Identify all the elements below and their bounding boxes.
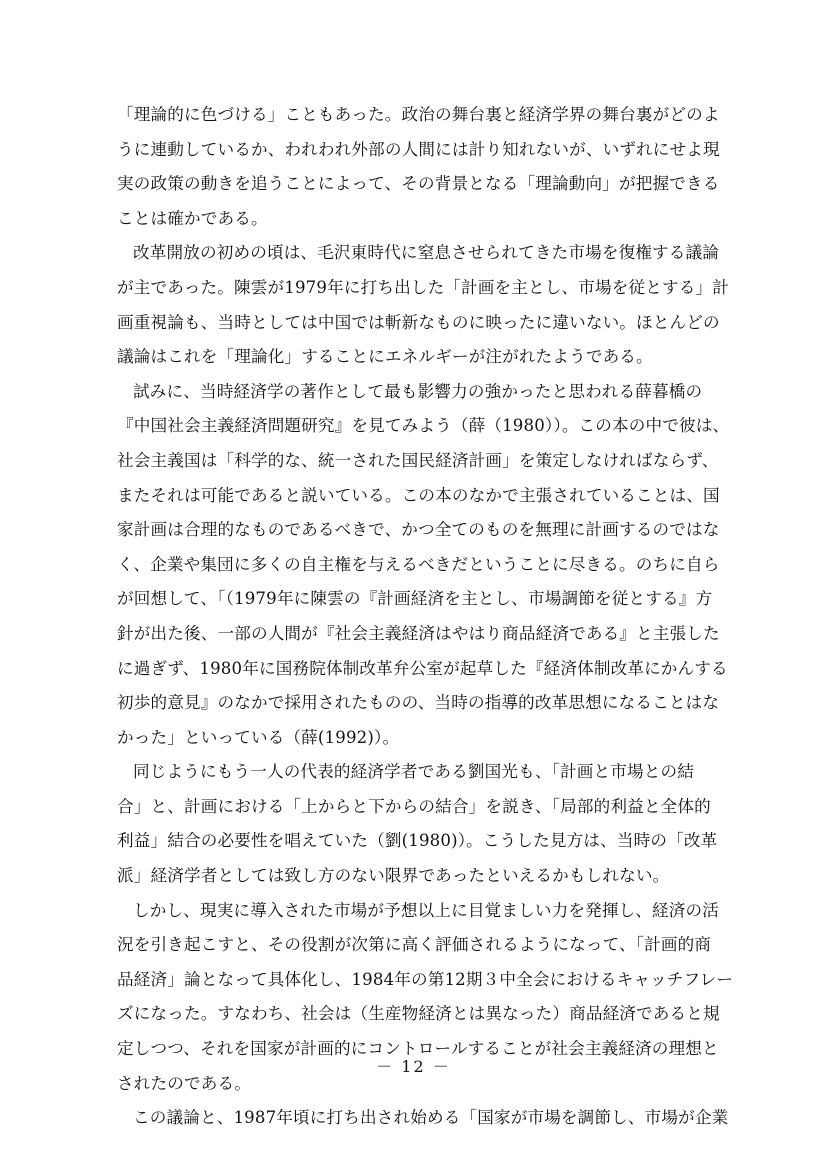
text-line: 針が出た後、一部の人間が『社会主義経済はやはり商品経済である』と主張した [117, 623, 720, 643]
text-line: 況を引き起こすと、その役割が次第に高く評価されるようになって、「計画的商 [117, 935, 712, 955]
text-line: 改革開放の初めの頃は、毛沢東時代に窒息させられてきた市場を復権する議論 [133, 243, 720, 263]
text-line: 画重視論も、当時としては中国では斬新なものに映ったに違いない。ほとんどの [117, 312, 720, 332]
text-line: 初歩的意見』のなかで採用されたものの、当時の指導的改革思想になることはな [117, 693, 720, 713]
text-line: 「理論的に色づける」こともあった。政治の舞台裏と経済学界の舞台裏がどのよ [117, 105, 720, 124]
text-line: 実の政策の動きを追うことによって、その背景となる「理論動向」が把握できる [117, 174, 720, 194]
text-line: ことは確かである。 [117, 208, 268, 228]
text-line: 『中国社会主義経済問題研究』を見てみよう（薛（1980））。この本の中で彼は、 [117, 416, 730, 436]
text-line: に過ぎず、1980年に国務院体制改革弁公室が起草した『経済体制改革にかんする [117, 658, 728, 678]
text-line: 同じようにもう一人の代表的経済学者である劉国光も、「計画と市場との結 [133, 762, 694, 782]
text-line: 社会主義国は「科学的な、統一された国民経済計画」を策定しなければならず、 [117, 450, 719, 470]
page-number: － 12 － [376, 1057, 451, 1076]
text-line: 定しつつ、それを国家が計画的にコントロールすることが社会主義経済の理想と [117, 1039, 719, 1059]
text-line: 家計画は合理的なものであるべきで、かつ全てのものを無理に計画するのではな [117, 520, 720, 540]
text-line: 議論はこれを「理論化」することにエネルギーが注がれたようである。 [117, 347, 653, 367]
text-line: この議論と、1987年頃に打ち出され始める「国家が市場を調節し、市場が企業 [133, 1108, 729, 1128]
text-line: 利益」結合の必要性を唱えていた（劉(1980)）。こうした見方は、当時の「改革 [117, 831, 718, 851]
text-line: またそれは可能であると説いている。この本のなかで主張されていることは、国 [117, 485, 720, 505]
text-line: されたのである。 [117, 1073, 251, 1093]
text-line: ズになった。すなわち、社会は（生産物経済とは異なった）商品経済であると規 [117, 1004, 720, 1024]
text-line: 試みに、当時経済学の著作として最も影響力の強かったと思われる薛暮橋の [133, 381, 703, 401]
text-line: 品経済」論となって具体化し、1984年の第12期３中全会におけるキャッチフレー [117, 969, 734, 989]
text-line: 合」と、計画における「上からと下からの結合」を説き、「局部的利益と全体的 [117, 796, 711, 816]
text-line: しかし、現実に導入された市場が予想以上に目覚ましい力を発揮し、経済の活 [133, 900, 720, 920]
body-text [117, 98, 757, 1136]
text-line: かった」といっている（薛(1992)）。 [117, 727, 400, 747]
text-line: うに連動しているか、われわれ外部の人間には計り知れないが、いずれにせよ現 [117, 139, 720, 159]
text-line: く、企業や集団に多くの自主権を与えるべきだということに尽きる。のちに自ら [117, 554, 720, 574]
text-line: 派」経済学者としては致し方のない限界であったといえるかもしれない。 [117, 866, 670, 886]
text-line: が回想して、「（1979年に陳雲の『計画経済を主とし、市場調節を従とする』方 [117, 589, 713, 609]
text-line: が主であった。陳雲が1979年に打ち出した「計画を主とし、市場を従とする」計 [117, 277, 729, 297]
